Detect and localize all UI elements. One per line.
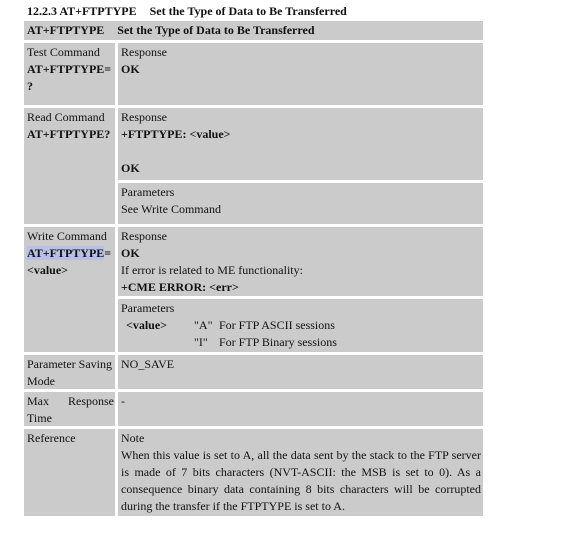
write-response-label: Response [121,229,167,243]
section-heading [27,4,347,19]
read-parameters-text: See Write Command [121,202,221,216]
write-command-argument: <value> [27,263,69,277]
write-command-syntax: AT+FTPTYPE [27,246,105,260]
read-response-line: +FTPTYPE: <value> [121,127,231,141]
parameter-value: "A" [194,318,213,332]
test-command-row [24,43,483,105]
write-command-label-cell [24,227,115,352]
test-response-cell [118,43,483,105]
read-response-label: Response [121,110,167,124]
read-command-label: Read Command [27,110,105,124]
test-command-label: Test Command [27,45,100,59]
test-command-label-cell [24,43,115,105]
max-response-value: - [118,392,483,426]
read-command-syntax: AT+FTPTYPE? [27,127,111,141]
reference-label: Reference [24,429,115,516]
write-command-label: Write Command [27,229,107,243]
command-table [24,21,483,519]
read-parameters-cell [118,183,483,224]
parameter-name: <value> [126,318,168,332]
max-response-label: Max Response Time [24,392,115,426]
parameter-value: "I" [194,335,208,349]
max-response-row [24,392,483,426]
section-number: 12.2.3 AT+FTPTYPE [27,4,137,18]
write-command-row [24,227,483,352]
parameter-row [121,334,481,351]
read-command-row [24,108,483,224]
table-header-title: Set the Type of Data to Be Transferred [117,23,315,37]
test-command-syntax-tail: ? [27,79,33,93]
parameter-row [121,317,481,334]
write-parameters-label: Parameters [121,301,175,315]
read-command-label-cell [24,108,115,224]
table-header [24,21,483,40]
read-response-ok: OK [121,161,140,175]
parameter-name [121,334,194,351]
read-response-cell [118,108,483,180]
test-command-syntax: AT+FTPTYPE= [27,62,112,76]
parameter-description: For FTP ASCII sessions [219,318,335,332]
write-response-cell [118,227,483,296]
write-error-code: +CME ERROR: <err> [121,280,239,294]
read-parameters-label: Parameters [121,185,175,199]
write-parameters-cell [118,299,483,352]
reference-note-text: When this value is set to A, all the data sent by the stack to the FTP server is made of 7 bits characters (NVT-ASCII: the MSB is set to 0). As a consequence binary data containing 8 bits characters will be corrupted during the transfer if the FTPTYPE is set to A. [121,448,481,513]
write-error-note: If error is related to ME functionality: [121,263,303,277]
section-title: Set the Type of Data to Be Transferred [149,4,347,18]
reference-note-cell [118,429,483,516]
write-response-ok: OK [121,246,140,260]
reference-note-label: Note [121,431,145,445]
saving-mode-row [24,355,483,389]
saving-mode-value: NO_SAVE [118,355,483,389]
reference-row [24,429,483,516]
test-response-ok: OK [121,62,140,76]
write-command-equals: = [104,246,112,260]
parameter-description: For FTP Binary sessions [219,335,337,349]
test-response-label: Response [121,45,167,59]
saving-mode-label: Parameter Saving Mode [24,355,115,389]
table-header-command: AT+FTPTYPE [27,23,105,37]
